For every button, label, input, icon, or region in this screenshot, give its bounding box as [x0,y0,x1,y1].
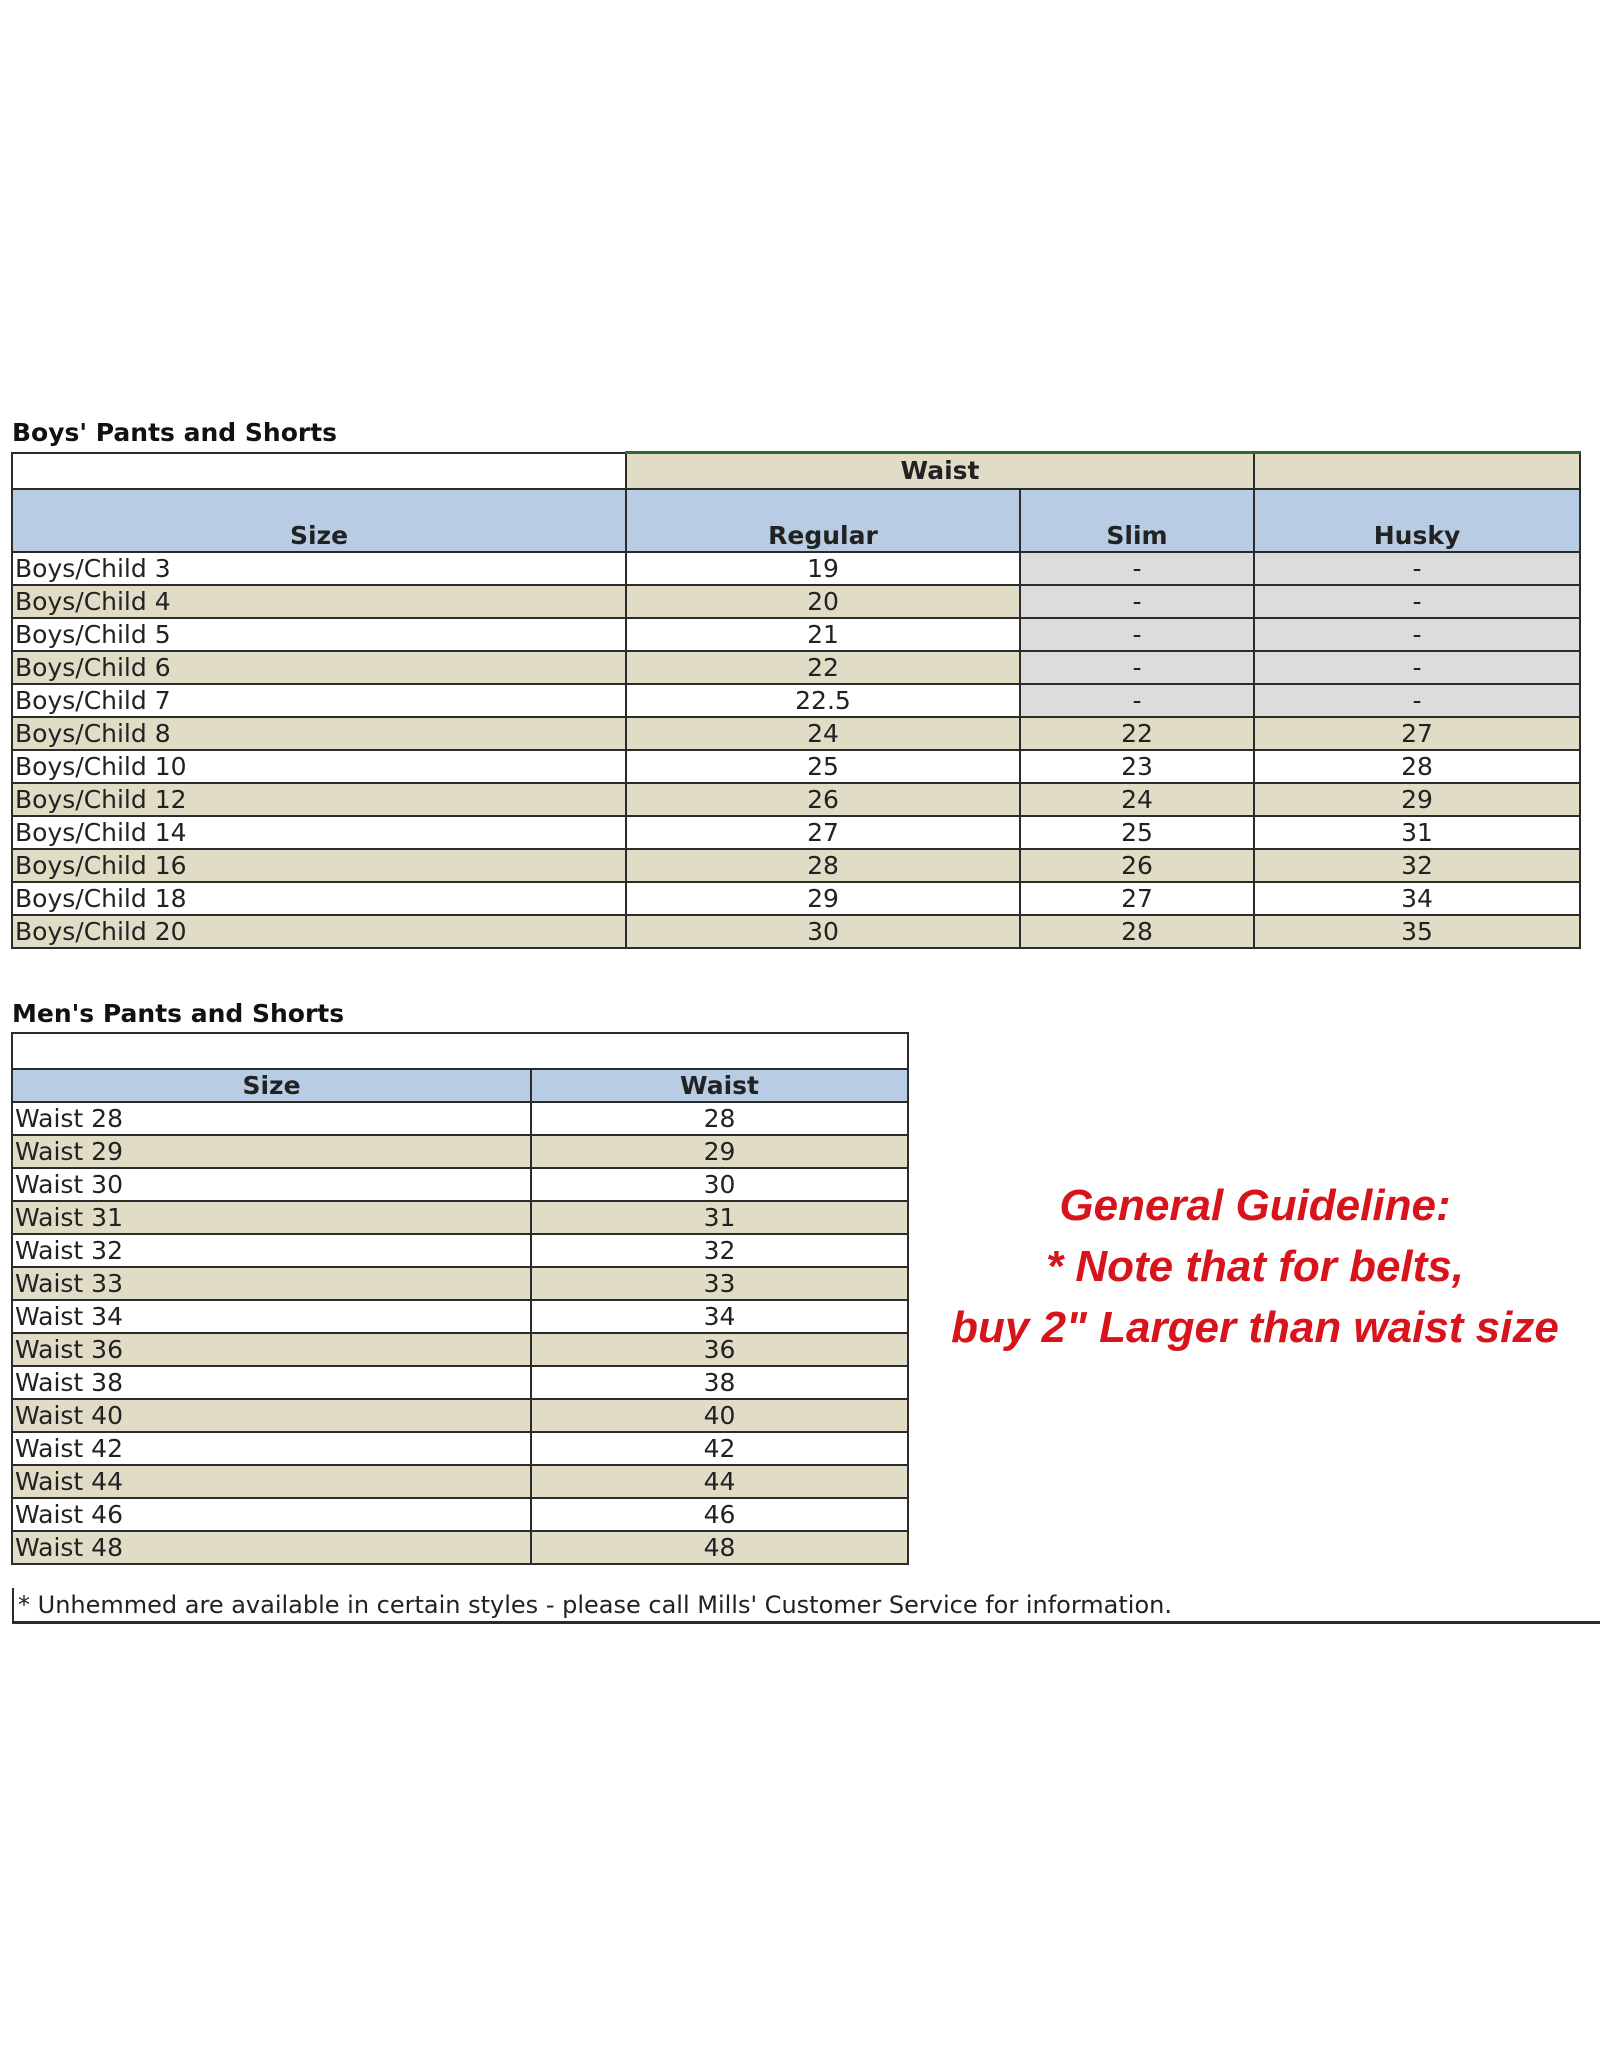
mens-section-title: Men's Pants and Shorts [12,999,345,1028]
mens-table-row [12,1234,908,1267]
boys-regular-cell: 24 [626,717,1020,750]
mens-table-row [12,1168,908,1201]
boys-regular-cell: 22.5 [626,684,1020,717]
boys-table-row [12,552,1580,585]
belt-guideline-note [930,1175,1580,1358]
boys-husky-cell: 31 [1254,816,1580,849]
mens-waist-cell: 30 [531,1168,908,1201]
boys-husky-cell: 34 [1254,882,1580,915]
boys-table-row [12,882,1580,915]
mens-waist-cell: 48 [531,1531,908,1564]
mens-waist-cell: 36 [531,1333,908,1366]
boys-size-cell: Boys/Child 3 [12,552,626,585]
boys-husky-cell: - [1254,585,1580,618]
boys-husky-cell: - [1254,651,1580,684]
mens-size-cell: Waist 46 [12,1498,531,1531]
boys-husky-cell: - [1254,684,1580,717]
mens-table-row [12,1498,908,1531]
boys-table-row [12,750,1580,783]
guideline-line-1: General Guideline: [1059,1181,1451,1230]
boys-regular-cell: 29 [626,882,1020,915]
boys-col-regular: Regular [626,489,1020,552]
mens-size-cell: Waist 31 [12,1201,531,1234]
boys-size-cell: Boys/Child 18 [12,882,626,915]
mens-table-row [12,1531,908,1564]
boys-table-row [12,915,1580,948]
boys-table-row [12,651,1580,684]
boys-waist-group-header: Waist [626,453,1254,489]
mens-table-row [12,1399,908,1432]
boys-slim-cell: 23 [1020,750,1254,783]
boys-size-cell: Boys/Child 20 [12,915,626,948]
boys-size-cell: Boys/Child 7 [12,684,626,717]
mens-waist-cell: 33 [531,1267,908,1300]
boys-slim-cell: - [1020,585,1254,618]
boys-col-husky: Husky [1254,489,1580,552]
boys-col-size: Size [12,489,626,552]
boys-husky-cell: 28 [1254,750,1580,783]
mens-size-cell: Waist 42 [12,1432,531,1465]
boys-table-row [12,849,1580,882]
boys-regular-cell: 30 [626,915,1020,948]
boys-husky-cell: - [1254,618,1580,651]
mens-size-cell: Waist 44 [12,1465,531,1498]
boys-size-cell: Boys/Child 4 [12,585,626,618]
boys-husky-cell: 35 [1254,915,1580,948]
boys-slim-cell: 27 [1020,882,1254,915]
boys-table-body [12,552,1580,948]
mens-size-cell: Waist 38 [12,1366,531,1399]
boys-regular-cell: 20 [626,585,1020,618]
mens-table-row [12,1135,908,1168]
boys-slim-cell: - [1020,552,1254,585]
mens-waist-cell: 40 [531,1399,908,1432]
unhemmed-footnote: * Unhemmed are available in certain styles - please call Mills' Customer Service for information. [12,1588,1600,1624]
boys-table-row [12,783,1580,816]
mens-table-row [12,1333,908,1366]
mens-size-cell: Waist 32 [12,1234,531,1267]
mens-blank-header-row [12,1033,908,1069]
mens-waist-cell: 34 [531,1300,908,1333]
boys-regular-cell: 28 [626,849,1020,882]
mens-size-cell: Waist 36 [12,1333,531,1366]
boys-group-blank-cell [12,453,626,489]
mens-size-table [11,1032,909,1565]
boys-table-row [12,684,1580,717]
boys-size-cell: Boys/Child 8 [12,717,626,750]
mens-size-cell: Waist 29 [12,1135,531,1168]
boys-table-row [12,618,1580,651]
boys-slim-cell: 26 [1020,849,1254,882]
mens-table-row [12,1300,908,1333]
boys-slim-cell: 28 [1020,915,1254,948]
boys-size-cell: Boys/Child 6 [12,651,626,684]
mens-size-cell: Waist 34 [12,1300,531,1333]
boys-husky-cell: - [1254,552,1580,585]
mens-waist-cell: 32 [531,1234,908,1267]
boys-slim-cell: 25 [1020,816,1254,849]
mens-waist-cell: 31 [531,1201,908,1234]
mens-size-cell: Waist 48 [12,1531,531,1564]
mens-waist-cell: 38 [531,1366,908,1399]
mens-table-row [12,1366,908,1399]
boys-slim-cell: - [1020,618,1254,651]
boys-group-side-cell [1254,453,1580,489]
boys-col-slim: Slim [1020,489,1254,552]
mens-waist-cell: 42 [531,1432,908,1465]
boys-husky-cell: 27 [1254,717,1580,750]
mens-size-cell: Waist 28 [12,1102,531,1135]
boys-regular-cell: 19 [626,552,1020,585]
boys-husky-cell: 32 [1254,849,1580,882]
mens-size-cell: Waist 33 [12,1267,531,1300]
boys-husky-cell: 29 [1254,783,1580,816]
mens-waist-cell: 46 [531,1498,908,1531]
boys-size-cell: Boys/Child 12 [12,783,626,816]
boys-section-title: Boys' Pants and Shorts [12,418,338,447]
boys-slim-cell: - [1020,684,1254,717]
boys-table-row [12,585,1580,618]
mens-waist-cell: 29 [531,1135,908,1168]
boys-size-cell: Boys/Child 10 [12,750,626,783]
guideline-line-2: * Note that for belts, [1045,1242,1465,1291]
mens-size-cell: Waist 40 [12,1399,531,1432]
boys-size-cell: Boys/Child 5 [12,618,626,651]
mens-table-row [12,1432,908,1465]
boys-regular-cell: 27 [626,816,1020,849]
boys-regular-cell: 22 [626,651,1020,684]
mens-table-row [12,1267,908,1300]
boys-regular-cell: 26 [626,783,1020,816]
boys-slim-cell: 24 [1020,783,1254,816]
guideline-line-3: buy 2" Larger than waist size [951,1303,1559,1352]
boys-size-cell: Boys/Child 14 [12,816,626,849]
mens-table-row [12,1465,908,1498]
mens-size-cell: Waist 30 [12,1168,531,1201]
mens-col-waist: Waist [531,1069,908,1102]
boys-table-row [12,816,1580,849]
boys-slim-cell: 22 [1020,717,1254,750]
mens-waist-cell: 28 [531,1102,908,1135]
boys-regular-cell: 21 [626,618,1020,651]
boys-size-table [11,451,1581,949]
mens-table-body [12,1102,908,1564]
mens-waist-cell: 44 [531,1465,908,1498]
boys-regular-cell: 25 [626,750,1020,783]
mens-table-row [12,1102,908,1135]
mens-table-row [12,1201,908,1234]
mens-col-size: Size [12,1069,531,1102]
boys-slim-cell: - [1020,651,1254,684]
boys-size-cell: Boys/Child 16 [12,849,626,882]
boys-table-row [12,717,1580,750]
